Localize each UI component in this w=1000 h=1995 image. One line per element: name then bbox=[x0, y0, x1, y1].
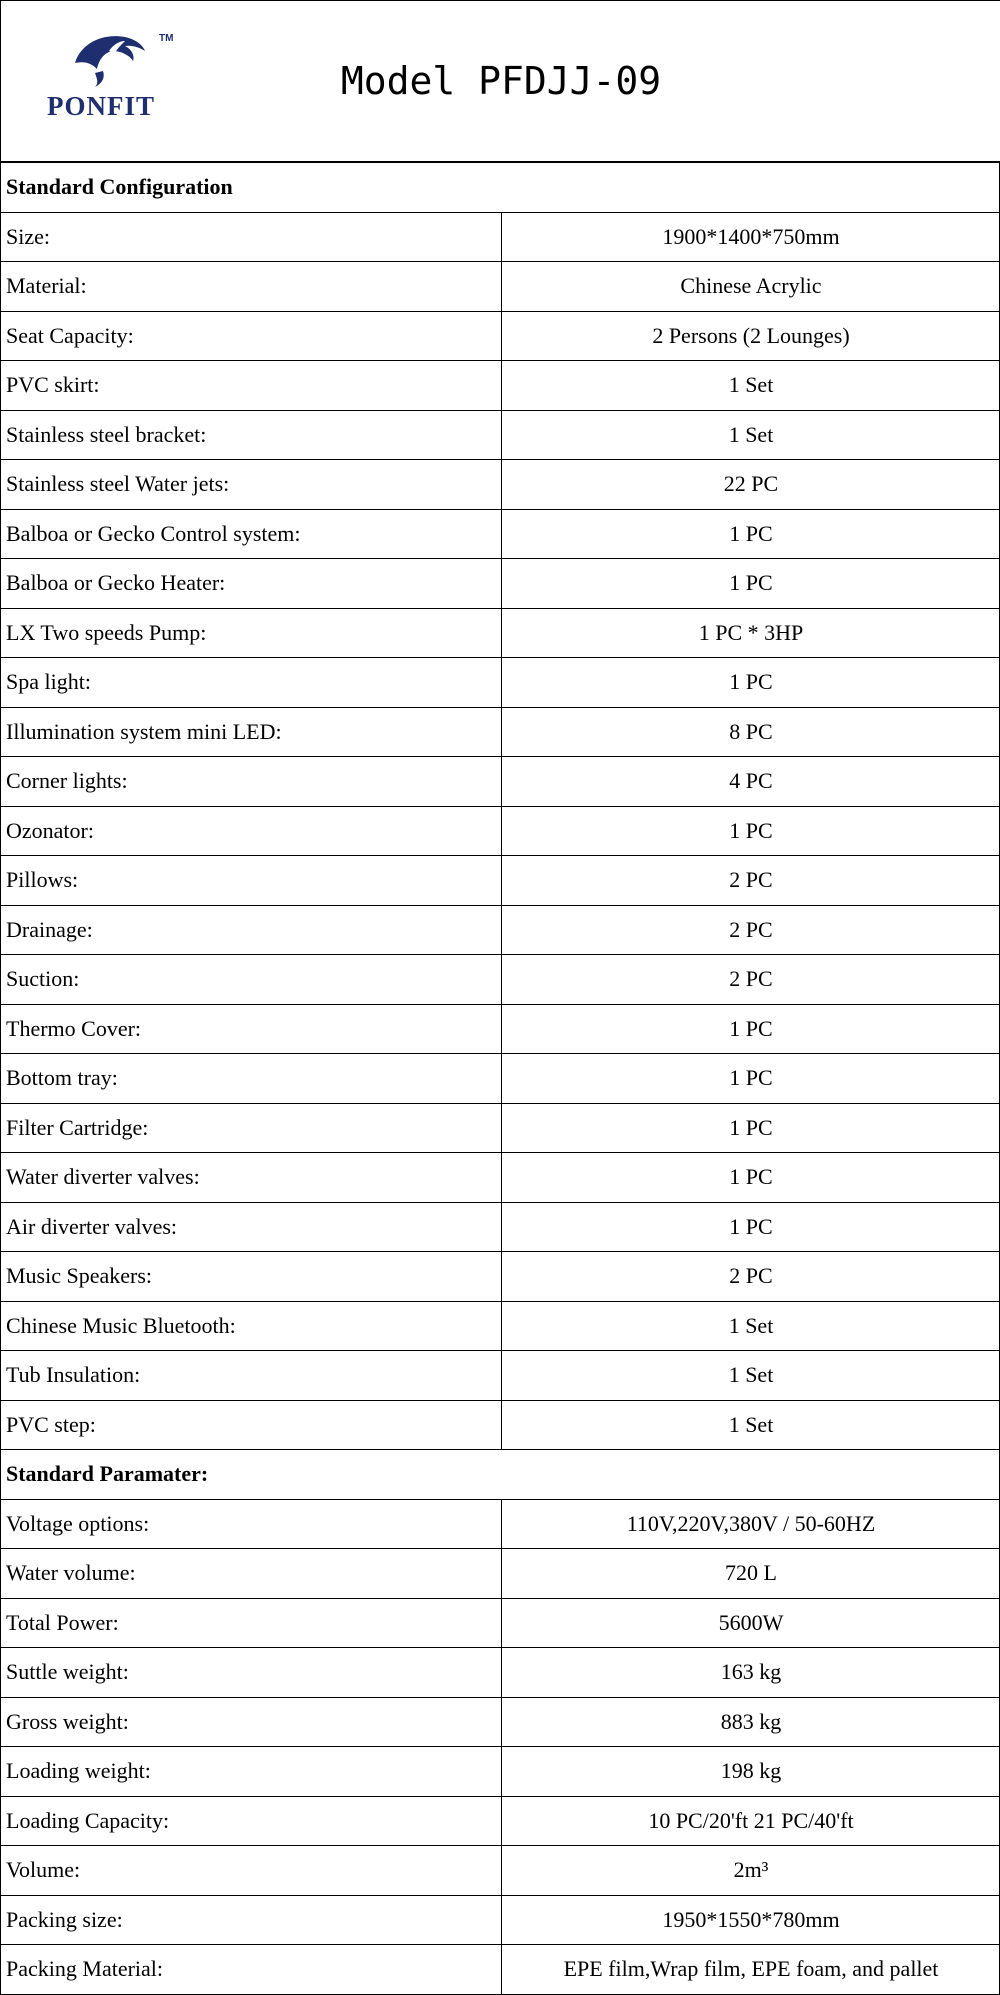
spec-label: Water diverter valves: bbox=[6, 1164, 200, 1190]
spec-value: 1 PC bbox=[501, 658, 1000, 707]
spec-value: 10 PC/20'ft 21 PC/40'ft bbox=[501, 1797, 1000, 1846]
spec-value: 883 kg bbox=[501, 1698, 1000, 1747]
spec-value: 1950*1550*780mm bbox=[501, 1896, 1000, 1945]
trademark-mark: TM bbox=[159, 33, 174, 44]
table-row bbox=[0, 510, 1000, 560]
table-row bbox=[0, 312, 1000, 362]
spec-label: Air diverter valves: bbox=[6, 1213, 178, 1239]
spec-label: Bottom tray: bbox=[6, 1065, 118, 1091]
spec-label: Total Power: bbox=[6, 1609, 119, 1635]
table-row bbox=[0, 955, 1000, 1005]
spec-label: PVC skirt: bbox=[6, 372, 100, 398]
table-row bbox=[0, 1153, 1000, 1203]
table-row bbox=[0, 1054, 1000, 1104]
spec-label: Music Speakers: bbox=[6, 1263, 153, 1289]
spec-value: 1 PC bbox=[501, 1153, 1000, 1202]
table-row bbox=[0, 1698, 1000, 1748]
spec-value: 1 PC bbox=[501, 510, 1000, 559]
table-row bbox=[0, 262, 1000, 312]
spec-label: Corner lights: bbox=[6, 768, 128, 794]
table-row bbox=[0, 361, 1000, 411]
spec-value: 1900*1400*750mm bbox=[501, 213, 1000, 262]
spec-label: Tub Insulation: bbox=[6, 1362, 141, 1388]
table-row bbox=[0, 411, 1000, 461]
spec-value: 110V,220V,380V / 50-60HZ bbox=[501, 1500, 1000, 1549]
spec-label: Illumination system mini LED: bbox=[6, 718, 282, 744]
table-row bbox=[0, 1846, 1000, 1896]
spec-value: 1 PC bbox=[501, 1104, 1000, 1153]
spec-value: 2 PC bbox=[501, 856, 1000, 905]
spec-label: Chinese Music Bluetooth: bbox=[6, 1312, 236, 1338]
spec-label: Suction: bbox=[6, 966, 80, 992]
spec-label: Packing size: bbox=[6, 1906, 123, 1932]
spec-label: Ozonator: bbox=[6, 817, 94, 843]
section-heading bbox=[0, 1450, 1000, 1500]
table-row bbox=[0, 460, 1000, 510]
table-row bbox=[0, 213, 1000, 263]
header bbox=[0, 0, 1000, 163]
spec-value: 22 PC bbox=[501, 460, 1000, 509]
table-row bbox=[0, 1797, 1000, 1847]
table-row bbox=[0, 1945, 1000, 1995]
spec-value: 2 PC bbox=[501, 906, 1000, 955]
table-row bbox=[0, 1104, 1000, 1154]
spec-label: Size: bbox=[6, 223, 50, 249]
spec-label: Packing Material: bbox=[6, 1956, 164, 1982]
spec-label: Volume: bbox=[6, 1857, 81, 1883]
table-row bbox=[0, 658, 1000, 708]
spec-value: 4 PC bbox=[501, 757, 1000, 806]
spec-value: 1 PC * 3HP bbox=[501, 609, 1000, 658]
spec-value: Chinese Acrylic bbox=[501, 262, 1000, 311]
spec-label: Drainage: bbox=[6, 916, 93, 942]
spec-value: EPE film,Wrap film, EPE foam, and pallet bbox=[501, 1945, 1000, 1994]
page-title: Model PFDJJ-09 bbox=[340, 59, 662, 103]
spec-table bbox=[0, 163, 1000, 1995]
table-row bbox=[0, 856, 1000, 906]
table-row bbox=[0, 1500, 1000, 1550]
table-row bbox=[0, 807, 1000, 857]
spec-label: Gross weight: bbox=[6, 1708, 129, 1734]
spec-label: Thermo Cover: bbox=[6, 1015, 142, 1041]
spec-value: 163 kg bbox=[501, 1648, 1000, 1697]
spec-value: 1 PC bbox=[501, 1005, 1000, 1054]
spec-label: Voltage options: bbox=[6, 1510, 150, 1536]
spec-value: 720 L bbox=[501, 1549, 1000, 1598]
table-row bbox=[0, 1005, 1000, 1055]
spec-label: Stainless steel Water jets: bbox=[6, 471, 230, 497]
spec-value: 2 PC bbox=[501, 955, 1000, 1004]
spec-label: Loading weight: bbox=[6, 1758, 151, 1784]
spec-value: 1 PC bbox=[501, 1054, 1000, 1103]
table-row bbox=[0, 1648, 1000, 1698]
spec-label: Balboa or Gecko Heater: bbox=[6, 570, 226, 596]
section-heading-label: Standard Configuration bbox=[6, 174, 233, 200]
table-row bbox=[0, 1549, 1000, 1599]
table-row bbox=[0, 1599, 1000, 1649]
table-row bbox=[0, 708, 1000, 758]
spec-value: 2 PC bbox=[501, 1252, 1000, 1301]
spec-label: Filter Cartridge: bbox=[6, 1114, 149, 1140]
spec-value: 1 Set bbox=[501, 1401, 1000, 1450]
spec-value: 8 PC bbox=[501, 708, 1000, 757]
spec-value: 1 Set bbox=[501, 1351, 1000, 1400]
table-row bbox=[0, 1747, 1000, 1797]
spec-value: 198 kg bbox=[501, 1747, 1000, 1796]
spec-value: 5600W bbox=[501, 1599, 1000, 1648]
spec-value: 1 Set bbox=[501, 361, 1000, 410]
spec-value: 1 PC bbox=[501, 559, 1000, 608]
spec-label: Suttle weight: bbox=[6, 1659, 129, 1685]
spec-label: Seat Capacity: bbox=[6, 322, 134, 348]
spec-value: 2 Persons (2 Lounges) bbox=[501, 312, 1000, 361]
table-row bbox=[0, 609, 1000, 659]
table-row bbox=[0, 906, 1000, 956]
spec-label: Balboa or Gecko Control system: bbox=[6, 520, 301, 546]
table-row bbox=[0, 1351, 1000, 1401]
table-row bbox=[0, 1896, 1000, 1946]
table-row bbox=[0, 1252, 1000, 1302]
section-heading bbox=[0, 163, 1000, 213]
spec-label: Loading Capacity: bbox=[6, 1807, 170, 1833]
spec-value: 2m³ bbox=[501, 1846, 1000, 1895]
spec-label: Water volume: bbox=[6, 1560, 136, 1586]
table-row bbox=[0, 1302, 1000, 1352]
spec-label: Spa light: bbox=[6, 669, 91, 695]
spec-label: Material: bbox=[6, 273, 87, 299]
spec-label: PVC step: bbox=[6, 1411, 96, 1437]
spec-value: 1 Set bbox=[501, 411, 1000, 460]
brand-name: PONFIT bbox=[47, 91, 156, 121]
spec-label: Pillows: bbox=[6, 867, 79, 893]
spec-value: 1 PC bbox=[501, 1203, 1000, 1252]
spec-value: 1 Set bbox=[501, 1302, 1000, 1351]
spec-label: LX Two speeds Pump: bbox=[6, 619, 207, 645]
spec-label: Stainless steel bracket: bbox=[6, 421, 207, 447]
table-row bbox=[0, 559, 1000, 609]
spec-value: 1 PC bbox=[501, 807, 1000, 856]
table-row bbox=[0, 757, 1000, 807]
section-heading-label: Standard Paramater: bbox=[6, 1461, 209, 1487]
table-row bbox=[0, 1203, 1000, 1253]
table-row bbox=[0, 1401, 1000, 1451]
